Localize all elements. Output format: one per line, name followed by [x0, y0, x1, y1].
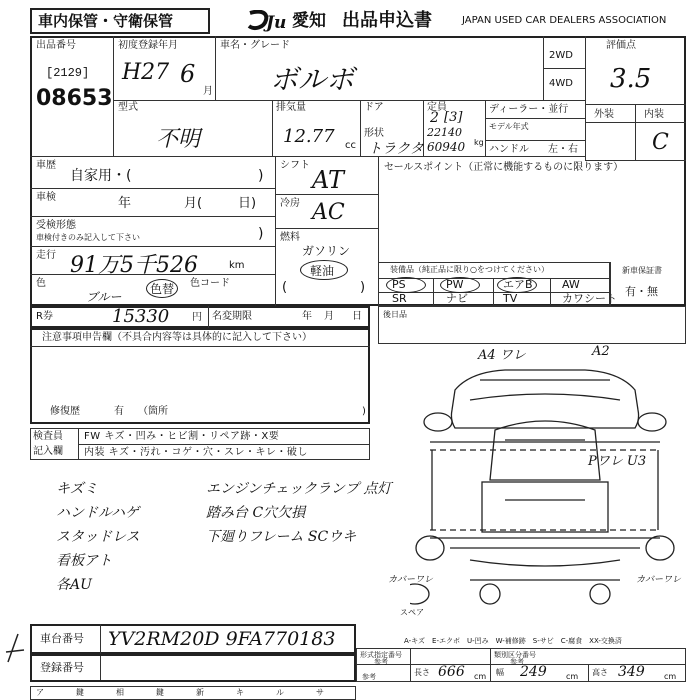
transfer-year: 年 — [302, 311, 312, 322]
shift-value: AT — [312, 166, 345, 194]
weight-unit: kg — [474, 138, 484, 147]
bottom-strip-cell: 鍵 — [156, 688, 164, 697]
dimensions-ref: 参考 — [362, 673, 376, 681]
inspection-day: 日) — [238, 196, 257, 211]
diagram-legend: A-キズ E-エクボ U-凹み W-補修跡 S-サビ C-腐食 XX-交換済 — [404, 637, 622, 645]
damage-top-left: A4 ワレ — [478, 348, 526, 363]
car-name-label: 車名・グレード — [220, 40, 290, 51]
bottom-strip-cell: ル — [276, 688, 284, 697]
new-car-warranty-label: 新車保証書 — [622, 266, 662, 275]
interior-label: 内装 — [644, 109, 664, 120]
form-title: 出品申込書 — [342, 10, 432, 31]
dealer-label: ディーラー・並行 — [489, 104, 569, 115]
margin-mark — [4, 628, 26, 668]
history-label: 車歴 — [36, 160, 56, 171]
car-outline-icon — [410, 350, 680, 610]
color-code-label: 色コード — [190, 278, 230, 289]
shape-label: 形状 — [364, 128, 384, 139]
displacement-unit: cc — [345, 140, 356, 151]
score-value: 3.5 — [610, 64, 652, 94]
handle-label: ハンドル — [489, 144, 529, 155]
car-name-value: ボルボ — [270, 63, 355, 96]
equipment-circle — [386, 277, 426, 293]
exterior-label: 外装 — [594, 109, 614, 120]
width-value: 249 — [520, 664, 547, 680]
history-value: 自家用・( — [70, 168, 132, 184]
registration-era-year: H27 — [122, 60, 170, 85]
guarantee-label: 受検形態 — [36, 220, 76, 231]
height-value: 349 — [618, 664, 645, 680]
inspection-year: 年 — [118, 196, 132, 211]
storage-note: 車内保管・守衛保管 — [38, 12, 174, 30]
ac-value: AC — [312, 200, 345, 225]
notes-label: 注意事項申告欄（不具合内容等は具体的に記入して下さい） — [42, 332, 312, 343]
lot-small-number: [2129] — [46, 66, 90, 80]
ju-logo-icon — [246, 10, 292, 32]
fuel-close: ) — [360, 280, 366, 295]
bottom-strip-cell: ア — [36, 688, 44, 697]
handwritten-note: 踏み台 C穴欠損 — [206, 505, 306, 521]
shape-value: トラクタ — [368, 141, 424, 157]
equipment-item: PW — [446, 278, 464, 291]
inspector-row2: 内装 キズ・汚れ・コゲ・穴・スレ・キレ・破し — [84, 447, 308, 458]
inspector-label: 検査員 — [33, 431, 63, 442]
displacement-label: 排気量 — [276, 102, 306, 113]
aftermarket-box — [378, 306, 686, 344]
format-designation-label: 形式指定番号 — [360, 651, 402, 659]
length-label: 長さ — [414, 668, 430, 677]
mileage-label: 走行 — [36, 250, 56, 261]
damage-top-right: A2 — [592, 344, 610, 359]
ac-label: 冷房 — [280, 198, 300, 209]
mileage-value: 91万5千526 — [70, 253, 198, 278]
recycle-label: R券 — [36, 311, 53, 322]
equipment-item: ナビ — [446, 292, 468, 305]
inspection-month: 月( — [184, 196, 203, 211]
pen-stroke-icon — [4, 628, 26, 668]
capacity-label: 定員 — [427, 102, 447, 113]
equipment-circle — [440, 277, 480, 293]
displacement-value: 12.77 — [283, 126, 335, 147]
handle-sides: 左・右 — [548, 144, 578, 155]
handwritten-note: 各AU — [56, 577, 92, 593]
drive-4wd: 4WD — [549, 78, 573, 89]
handwritten-note: エンジンチェックランプ 点灯 — [206, 481, 392, 497]
category-label: 類別区分番号 — [494, 651, 536, 659]
transfer-month: 月 — [324, 311, 334, 322]
color-label: 色 — [36, 278, 46, 289]
history-close: ) — [258, 168, 264, 184]
equipment-item: AW — [562, 278, 580, 291]
capacity-weight2: 60940 — [427, 140, 466, 154]
equipment-item: エアB — [503, 278, 533, 291]
handwritten-note: キズミ — [56, 481, 98, 497]
spare-label: スペア — [400, 608, 424, 617]
lot-number: 08653 — [36, 86, 113, 111]
doors-label: ドア — [364, 102, 384, 113]
length-value: 666 — [438, 664, 465, 680]
bottom-strip-cell: 新 — [196, 688, 204, 697]
chassis-label: 車台番号 — [40, 632, 84, 645]
reg-number-label: 登録番号 — [40, 661, 84, 674]
color-change: 色替 — [150, 282, 175, 296]
category-ref: 参考 — [510, 658, 524, 666]
capacity-weight: 22140 — [427, 126, 462, 139]
equipment-item: カワシート — [562, 292, 617, 305]
format-designation-ref: 参考 — [374, 658, 388, 666]
fuel-open: ( — [282, 280, 288, 295]
lot-number-label: 出品番号 — [36, 40, 76, 51]
height-label: 高さ — [592, 668, 608, 677]
bottom-strip-cell: サ — [316, 688, 324, 697]
repair-has: 有 — [114, 406, 124, 417]
logo-text: 愛知 — [292, 11, 326, 31]
recycle-unit: 円 — [192, 312, 202, 323]
shift-label: シフト — [280, 160, 310, 171]
inspection-label: 車検 — [36, 192, 56, 203]
handwritten-note: ハンドルハゲ — [56, 505, 140, 521]
logo-mark-text: Ju — [266, 13, 287, 32]
handwritten-note: 看板アト — [56, 553, 112, 569]
inspector-entry: 記入欄 — [33, 446, 63, 457]
fuel-diesel-circle — [300, 260, 348, 280]
transfer-label: 名変期限 — [212, 311, 252, 322]
score-label: 評価点 — [606, 40, 636, 51]
first-registration-label: 初度登録年月 — [118, 40, 178, 51]
damage-bottom-right: カバーワレ — [636, 575, 682, 585]
aftermarket-label: 後日品 — [383, 310, 407, 319]
damage-bottom-left: カバーワレ — [388, 575, 434, 585]
handwritten-note: スタッドレス — [56, 529, 140, 545]
exterior-value: C — [652, 130, 669, 155]
equipment-item: TV — [503, 292, 518, 305]
width-label: 幅 — [496, 668, 504, 677]
recycle-value: 15330 — [112, 306, 170, 327]
height-unit: cm — [664, 672, 677, 681]
new-car-warranty-options: 有・無 — [625, 285, 658, 298]
fuel-label: 燃料 — [280, 232, 300, 243]
guarantee-close: ) — [258, 226, 264, 242]
color-change-circle — [146, 279, 178, 298]
transfer-day: 日 — [352, 311, 362, 322]
equipment-label: 装備品（純正品に限り○をつけてください） — [390, 265, 549, 274]
association-name: JAPAN USED CAR DEALERS ASSOCIATION — [462, 15, 667, 26]
equipment-item: SR — [392, 292, 407, 305]
drive-2wd: 2WD — [549, 50, 573, 61]
repair-close: ) — [362, 406, 366, 417]
color-value: ブルー — [86, 290, 122, 304]
guarantee-note: 車検付きのみ記入して下さい — [36, 233, 140, 242]
car-diagram — [410, 350, 680, 610]
ju-logo — [246, 10, 292, 32]
mileage-unit: km — [229, 260, 245, 271]
registration-month-unit: 月 — [203, 86, 213, 97]
bottom-strip-cell: 相 — [116, 688, 124, 697]
model-year-label: モデル年式 — [489, 122, 529, 131]
length-unit: cm — [474, 672, 487, 681]
handwritten-note: 下廻りフレーム SCウキ — [206, 529, 357, 545]
model-value: 不明 — [156, 127, 201, 152]
width-unit: cm — [566, 672, 579, 681]
inspector-row1: FW キズ・凹み・ヒビ割・リペア跡・X要 — [84, 431, 280, 442]
capacity-value: 2 — [430, 110, 439, 126]
bottom-strip-cell: キ — [236, 688, 244, 697]
fuel-diesel: 軽油 — [310, 264, 335, 278]
repair-place: （箇所 — [138, 406, 168, 417]
equipment-item: PS — [392, 278, 406, 291]
sales-point-label: セールスポイント（正常に機能するものに限ります） — [384, 162, 624, 173]
repair-label: 修復歴 — [50, 406, 80, 417]
fuel-gasoline: ガソリン — [302, 244, 351, 258]
chassis-value: YV2RM20D 9FA770183 — [108, 628, 336, 650]
model-label: 型式 — [118, 102, 138, 113]
equipment-circle — [497, 277, 537, 293]
bottom-strip-cell: 鍵 — [76, 688, 84, 697]
damage-right: Pワレ U3 — [588, 454, 647, 469]
capacity-extra: [3] — [444, 110, 463, 125]
registration-month: 6 — [180, 60, 196, 88]
